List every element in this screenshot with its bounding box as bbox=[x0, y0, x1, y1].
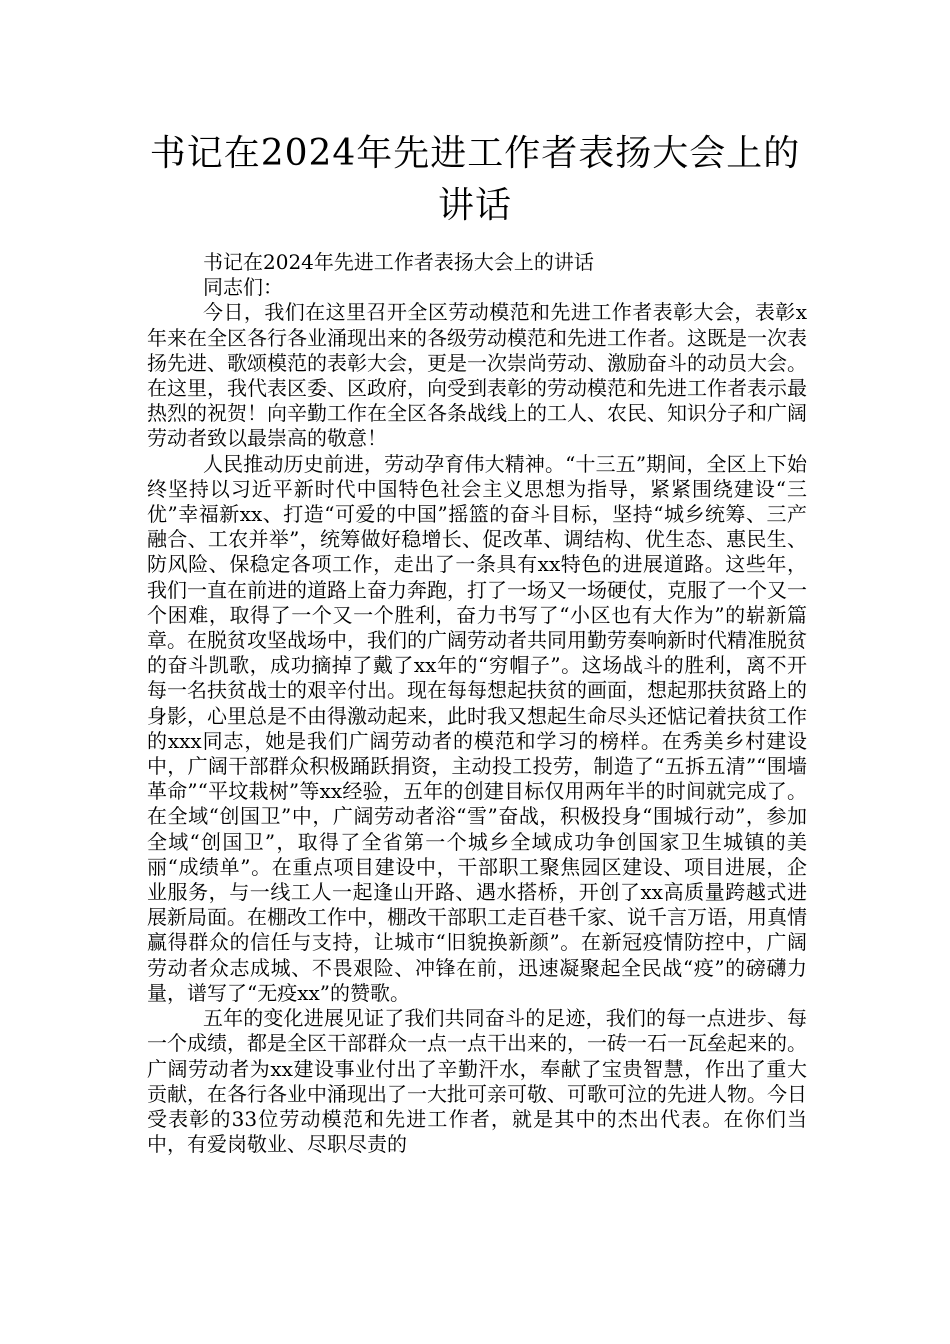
document-title: 书记在2024年先进工作者表扬大会上的讲话 bbox=[149, 133, 801, 226]
paragraph-2: 人民推动历史前进，劳动孕育伟大精神。“十三五”期间，全区上下始终坚持以习近平新时代中国特色社会主义思想为指导，紧紧围绕建设“三优”幸福新xx、打造“可爱的中国”摇篮的奋斗目标，坚持“城乡统筹、三产融合、工农并举”，统筹做好稳增长、促改革、调结构、优生态、惠民生、防风险、保稳定各项工作，走出了一条具有xx特色的进展道路。这些年，我们一直在前进的道路上奋力奔跑，打了一场又一场硬仗，克服了一个又一个困难，取得了一个又一个胜利，奋力书写了“小区也有大作为”的崭新篇章。在脱贫攻坚战场中，我们的广阔劳动者共同用勤劳奏响新时代精准脱贫的奋斗凯歌，成功摘掉了戴了xx年的“穷帽子”。这场战斗的胜利，离不开每一名扶贫战士的艰辛付出。现在每每想起扶贫的画面，想起那扶贫路上的身影，心里总是不由得激动起来，此时我又想起生命尽头还惦记着扶贫工作的xxx同志，她是我们广阔劳动者的模范和学习的榜样。在秀美乡村建设中，广阔干部群众积极踊跃捐资，主动投工投劳，制造了“五拆五清”“围墙革命”“平坟栽树”等xx经验，五年的创建目标仅用两年半的时间就完成了。在全域“创国卫”中，广阔劳动者浴“雪”奋战，积极投身“围城行动”，参加全域“创国卫”，取得了全省第一个城乡全域成功争创国家卫生城镇的美丽“成绩单”。在重点项目建设中，干部职工聚焦园区建设、项目进展，企业服务，与一线工人一起逢山开路、遇水搭桥，开创了xx高质量跨越式进展新局面。在棚改工作中，棚改干部职工走百巷千家、说千言万语，用真情赢得群众的信任与支持，让城市“旧貌换新颜”。在新冠疫情防控中，广阔劳动者众志成城、不畏艰险、冲锋在前，迅速凝聚起全民战“疫”的磅礴力量，谱写了“无疫xx”的赞歌。 bbox=[147, 451, 807, 1005]
salutation: 同志们： bbox=[203, 275, 283, 300]
document-subtitle: 书记在2024年先进工作者表扬大会上的讲话 bbox=[203, 250, 594, 274]
document-body bbox=[147, 250, 807, 1157]
paragraph-3: 五年的变化进展见证了我们共同奋斗的足迹，我们的每一点进步、每一个成绩，都是全区干部群众一点一点干出来的，一砖一石一瓦垒起来的。广阔劳动者为xx建设事业付出了辛勤汗水，奉献了宝贵智慧，作出了重大贡献，在各行各业中涌现出了一大批可亲可敬、可歌可泣的先进人物。今日受表彰的33位劳动模范和先进工作者，就是其中的杰出代表。在你们当中，有爱岗敬业、尽职尽责的 bbox=[147, 1006, 807, 1157]
paragraph-1: 今日，我们在这里召开全区劳动模范和先进工作者表彰大会，表彰x年来在全区各行各业涌现出来的各级劳动模范和先进工作者。这既是一次表扬先进、歌颂模范的表彰大会，更是一次崇尚劳动、激励奋斗的动员大会。在这里，我代表区委、区政府，向受到表彰的劳动模范和先进工作者表示最热烈的祝贺！向辛勤工作在全区各条战线上的工人、农民、知识分子和广阔劳动者致以最崇高的敬意！ bbox=[147, 300, 807, 451]
